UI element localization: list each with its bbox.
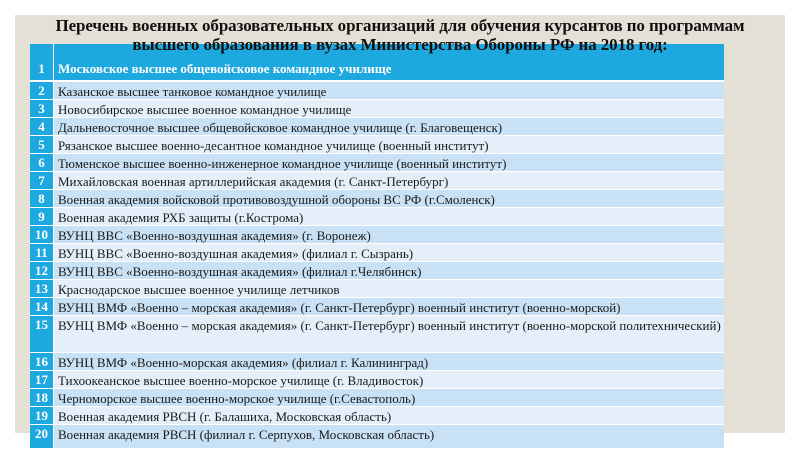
row-number: 11 (30, 244, 54, 261)
row-number: 5 (30, 136, 54, 153)
row-number: 19 (30, 407, 54, 424)
table-row (30, 298, 724, 316)
institution-name: Черноморское высшее военно-морское училище (г.Севастополь) (54, 389, 724, 406)
row-number: 8 (30, 190, 54, 207)
institution-name: Казанское высшее танковое командное училище (54, 82, 724, 99)
row-number: 3 (30, 100, 54, 117)
institution-name: Военная академия РВСН (г. Балашиха, Московская область) (54, 407, 724, 424)
institution-name: Дальневосточное высшее общевойсковое командное училище (г. Благовещенск) (54, 118, 724, 135)
table-row (30, 262, 724, 280)
title-line-1: Перечень военных образовательных организаций для обучения курсантов по программам (55, 16, 745, 35)
institution-name: ВУНЦ ВВС «Военно-воздушная академия» (филиал г. Сызрань) (54, 244, 724, 261)
table-row (30, 82, 724, 100)
table-row (30, 172, 724, 190)
institution-name: Рязанское высшее военно-десантное командное училище (военный институт) (54, 136, 724, 153)
table-row (30, 136, 724, 154)
institution-name: Военная академия РВСН (филиал г. Серпухов, Московская область) (54, 425, 724, 448)
institution-name: Тихоокеанское высшее военно-морское училище (г. Владивосток) (54, 371, 724, 388)
table-row (30, 154, 724, 172)
row-number: 2 (30, 82, 54, 99)
title-line-2: высшего образования в вузах Министерства Обороны РФ на 2018 год: (132, 35, 668, 54)
table-row (30, 389, 724, 407)
row-number: 9 (30, 208, 54, 225)
row-number: 17 (30, 371, 54, 388)
table-row (30, 100, 724, 118)
table-row (30, 244, 724, 262)
institution-name: Михайловская военная артиллерийская академия (г. Санкт-Петербург) (54, 172, 724, 189)
table-row (30, 407, 724, 425)
page-title (15, 16, 785, 54)
institution-name: Краснодарское высшее военное училище летчиков (54, 280, 724, 297)
table-row (30, 118, 724, 136)
row-number: 1 (30, 44, 54, 80)
row-number: 4 (30, 118, 54, 135)
table-row (30, 280, 724, 298)
row-number: 20 (30, 425, 54, 448)
row-number: 6 (30, 154, 54, 171)
institution-name: Тюменское высшее военно-инженерное командное училище (военный институт) (54, 154, 724, 171)
row-number: 16 (30, 353, 54, 370)
row-number: 13 (30, 280, 54, 297)
institution-name: ВУНЦ ВВС «Военно-воздушная академия» (г. Воронеж) (54, 226, 724, 243)
row-number: 14 (30, 298, 54, 315)
institutions-table (30, 44, 724, 449)
table-row (30, 226, 724, 244)
institution-name: Новосибирское высшее военное командное училище (54, 100, 724, 117)
institution-name: Московское высшее общевойсковое командное училище (54, 44, 724, 80)
institution-name: ВУНЦ ВВС «Военно-воздушная академия» (филиал г.Челябинск) (54, 262, 724, 279)
row-number: 7 (30, 172, 54, 189)
row-number: 12 (30, 262, 54, 279)
row-number: 15 (30, 316, 54, 352)
table-row (30, 190, 724, 208)
institution-name: Военная академия войсковой противовоздушной обороны ВС РФ (г.Смоленск) (54, 190, 724, 207)
row-number: 10 (30, 226, 54, 243)
row-number: 18 (30, 389, 54, 406)
table-row (30, 316, 724, 353)
table-row (30, 371, 724, 389)
institution-name: ВУНЦ ВМФ «Военно-морская академия» (филиал г. Калининград) (54, 353, 724, 370)
institution-name: ВУНЦ ВМФ «Военно – морская академия» (г. Санкт-Петербург) военный институт (военно-морской политехнический) (54, 316, 724, 352)
table-row (30, 353, 724, 371)
table-row (30, 425, 724, 449)
institution-name: Военная академия РХБ защиты (г.Кострома) (54, 208, 724, 225)
institution-name: ВУНЦ ВМФ «Военно – морская академия» (г. Санкт-Петербург) военный институт (военно-морской) (54, 298, 724, 315)
table-row (30, 208, 724, 226)
